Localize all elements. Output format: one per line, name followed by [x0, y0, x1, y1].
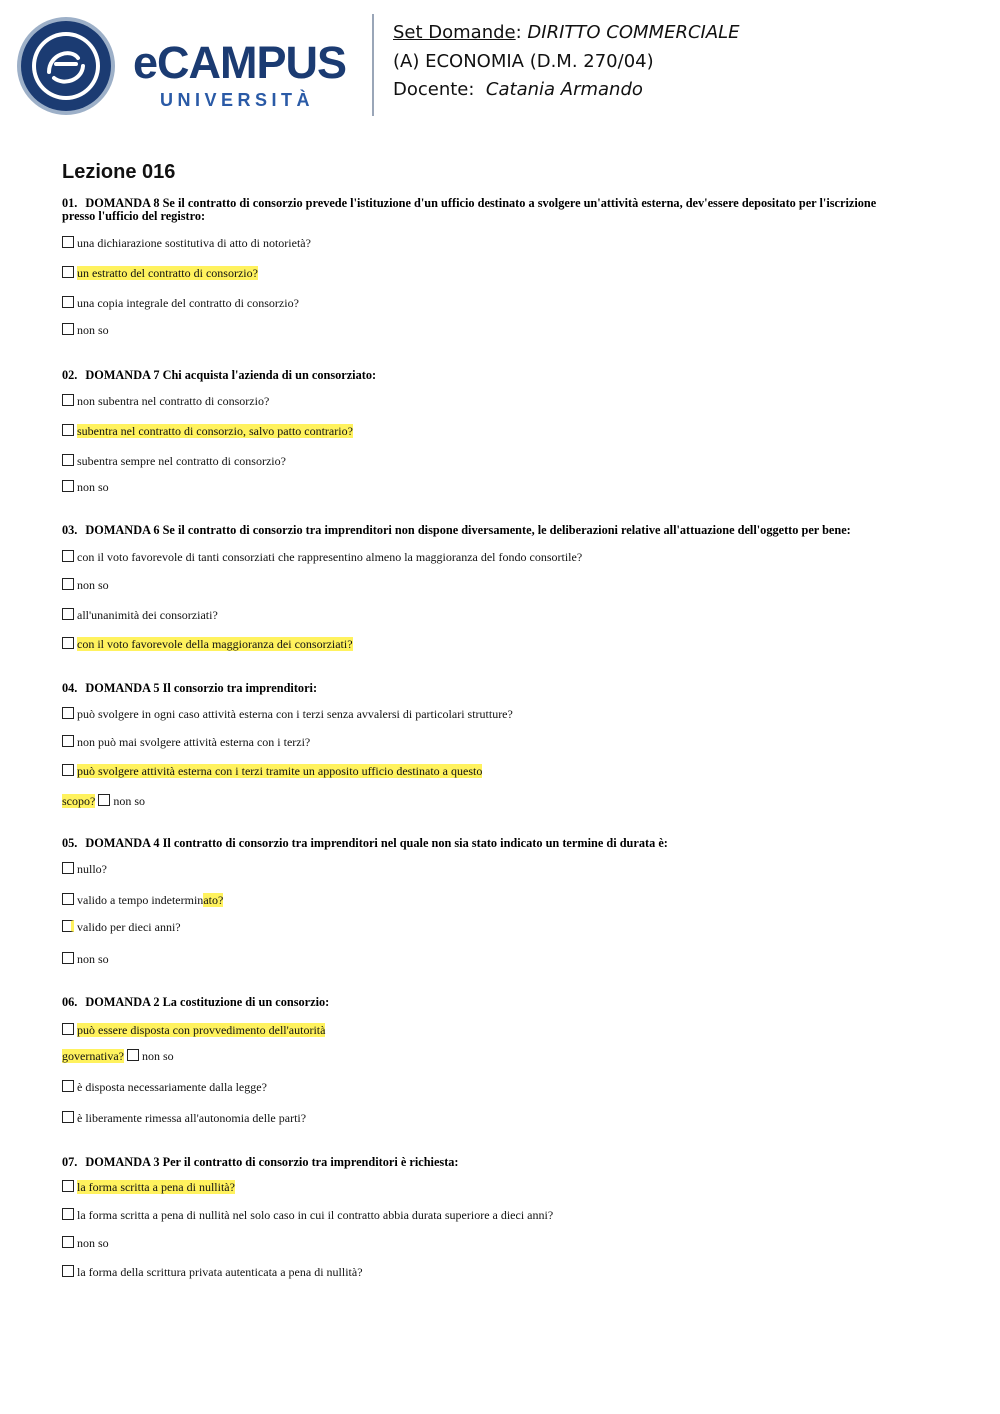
- option-text-highlighted: governativa?: [62, 1049, 124, 1063]
- option: [62, 480, 109, 495]
- option-text-highlighted: può essere disposta con provvedimento dell'autorità: [77, 1023, 326, 1037]
- option-text: è liberamente rimessa all'autonomia delle parti?: [77, 1111, 307, 1125]
- option-text-highlighted: scopo?: [62, 794, 96, 808]
- option: [62, 1208, 553, 1223]
- checkbox[interactable]: [62, 480, 74, 492]
- question-1: [62, 197, 912, 223]
- option: [62, 394, 269, 409]
- logo-subtitle: UNIVERSITÀ: [160, 90, 315, 110]
- option: [62, 1265, 363, 1280]
- checkbox[interactable]: [62, 637, 74, 649]
- option-text: non so: [77, 578, 109, 592]
- checkbox[interactable]: [62, 1265, 74, 1277]
- checkbox[interactable]: [62, 920, 74, 932]
- option-text: è disposta necessariamente dalla legge?: [77, 1080, 267, 1094]
- option-text: una dichiarazione sostitutiva di atto di notorietà?: [77, 236, 311, 250]
- option-text: la forma scritta a pena di nullità nel solo caso in cui il contratto abbia durata superiore a dieci anni?: [77, 1208, 554, 1222]
- question-2: [62, 369, 912, 382]
- option: [62, 1049, 174, 1064]
- checkbox[interactable]: [62, 424, 74, 436]
- option: [62, 608, 218, 623]
- course-line: (A) ECONOMIA (D.M. 270/04): [393, 51, 654, 72]
- option-text: valido a tempo indetermin: [77, 893, 204, 907]
- option-text: una copia integrale del contratto di consorzio?: [77, 296, 299, 310]
- checkbox[interactable]: [62, 1236, 74, 1248]
- option-text: all'unanimità dei consorziati?: [77, 608, 218, 622]
- checkbox[interactable]: [62, 735, 74, 747]
- option: [62, 920, 181, 935]
- question-3: [62, 524, 912, 537]
- checkbox[interactable]: [62, 1111, 74, 1123]
- checkbox[interactable]: [62, 1180, 74, 1192]
- checkbox[interactable]: [62, 323, 74, 335]
- question-number: 01.: [62, 196, 78, 210]
- option-text-highlighted: con il voto favorevole della maggioranza dei consorziati?: [77, 637, 353, 651]
- option-text: non so: [113, 794, 145, 808]
- option: [62, 1080, 267, 1095]
- checkbox[interactable]: [62, 296, 74, 308]
- option-text-highlighted: può svolgere attività esterna con i terzi tramite un apposito ufficio destinato a questo: [77, 764, 483, 778]
- option: [62, 1111, 306, 1126]
- option: [62, 952, 109, 967]
- header-divider: [372, 14, 374, 116]
- logo-wordmark: eCAMPUS: [133, 37, 347, 88]
- option-text: può svolgere in ogni caso attività esterna con i terzi senza avvalersi di particolari strutture?: [77, 707, 513, 721]
- question-text: DOMANDA 6 Se il contratto di consorzio tra imprenditori non dispone diversamente, le deliberazioni relative all'attuazione dell'oggetto per bene:: [85, 523, 851, 537]
- question-text: DOMANDA 3 Per il contratto di consorzio tra imprenditori è richiesta:: [85, 1155, 459, 1169]
- set-label: Set Domande: [393, 22, 516, 43]
- checkbox[interactable]: [62, 266, 74, 278]
- option: [62, 1023, 325, 1038]
- question-5: [62, 837, 912, 850]
- option: [62, 424, 353, 439]
- option: [62, 236, 311, 251]
- option-text: non so: [77, 1236, 109, 1250]
- question-text: DOMANDA 7 Chi acquista l'azienda di un consorziato:: [85, 368, 377, 382]
- option: [62, 764, 482, 779]
- teacher-line: [393, 81, 643, 99]
- option: [62, 550, 582, 565]
- checkbox[interactable]: [62, 454, 74, 466]
- checkbox[interactable]: [127, 1049, 139, 1061]
- option-text: non so: [77, 480, 109, 494]
- checkbox[interactable]: [62, 764, 74, 776]
- option: [62, 893, 223, 908]
- question-number: 02.: [62, 368, 78, 382]
- set-value: DIRITTO COMMERCIALE: [527, 22, 740, 43]
- question-6: [62, 996, 912, 1009]
- checkbox[interactable]: [62, 1208, 74, 1220]
- teacher-name: Catania Armando: [485, 79, 643, 100]
- question-number: 05.: [62, 836, 78, 850]
- checkbox[interactable]: [62, 952, 74, 964]
- option-text: con il voto favorevole di tanti consorziati che rappresentino almeno la maggioranza del fondo consortile?: [77, 550, 583, 564]
- option-text: la forma della scrittura privata autenticata a pena di nullità?: [77, 1265, 363, 1279]
- question-text: DOMANDA 5 Il consorzio tra imprenditori:: [85, 681, 318, 695]
- set-line: Set Domande: DIRITTO COMMERCIALE: [393, 22, 740, 43]
- checkbox[interactable]: [98, 794, 110, 806]
- question-4: [62, 682, 912, 695]
- university-seal-icon: [16, 16, 116, 116]
- option-text: non può mai svolgere attività esterna con i terzi?: [77, 735, 311, 749]
- option: [62, 637, 353, 652]
- option: [62, 454, 286, 469]
- option: [62, 1236, 109, 1251]
- checkbox[interactable]: [62, 394, 74, 406]
- question-7: [62, 1156, 912, 1169]
- option: [62, 862, 107, 877]
- option: [62, 266, 258, 281]
- option: [62, 794, 145, 809]
- option-text-highlighted: un estratto del contratto di consorzio?: [77, 266, 258, 280]
- question-text: DOMANDA 8 Se il contratto di consorzio prevede l'istituzione d'un ufficio destinato a svolgere un'attività esterna, dev'essere depositato per l'iscrizione presso l'ufficio del registro:: [62, 196, 877, 223]
- question-text: DOMANDA 2 La costituzione di un consorzio:: [85, 995, 330, 1009]
- option: [62, 735, 310, 750]
- option-text: nullo?: [77, 862, 107, 876]
- option-text: non so: [77, 323, 109, 337]
- checkbox[interactable]: [62, 893, 74, 905]
- option-text: non so: [77, 952, 109, 966]
- teacher-label: Docente:: [393, 79, 475, 100]
- option-text: valido per dieci anni?: [77, 920, 181, 934]
- option-text: non so: [141, 1049, 174, 1063]
- checkbox[interactable]: [62, 1023, 74, 1035]
- checkbox[interactable]: [62, 608, 74, 620]
- question-number: 07.: [62, 1155, 78, 1169]
- checkbox[interactable]: [62, 236, 74, 248]
- checkbox[interactable]: [62, 550, 74, 562]
- option-text: non subentra nel contratto di consorzio?: [77, 394, 270, 408]
- option: [62, 578, 109, 593]
- option: [62, 707, 513, 722]
- checkbox[interactable]: [62, 578, 74, 590]
- option-text-highlighted: la forma scritta a pena di nullità?: [77, 1180, 235, 1194]
- option-text: subentra sempre nel contratto di consorzio?: [77, 454, 286, 468]
- question-text: DOMANDA 4 Il contratto di consorzio tra imprenditori nel quale non sia stato indicato un termine di durata è:: [85, 836, 668, 850]
- page-header: [0, 0, 1000, 130]
- checkbox[interactable]: [62, 1080, 74, 1092]
- option-text-highlighted: subentra nel contratto di consorzio, salvo patto contrario?: [77, 424, 353, 438]
- option-text-highlighted-part: ato?: [203, 893, 224, 907]
- question-number: 06.: [62, 995, 78, 1009]
- question-number: 03.: [62, 523, 78, 537]
- checkbox[interactable]: [62, 862, 74, 874]
- question-number: 04.: [62, 681, 78, 695]
- option: [62, 1180, 235, 1195]
- option: [62, 323, 109, 338]
- checkbox[interactable]: [62, 707, 74, 719]
- option: [62, 296, 299, 311]
- lesson-title: Lezione 016: [62, 161, 176, 183]
